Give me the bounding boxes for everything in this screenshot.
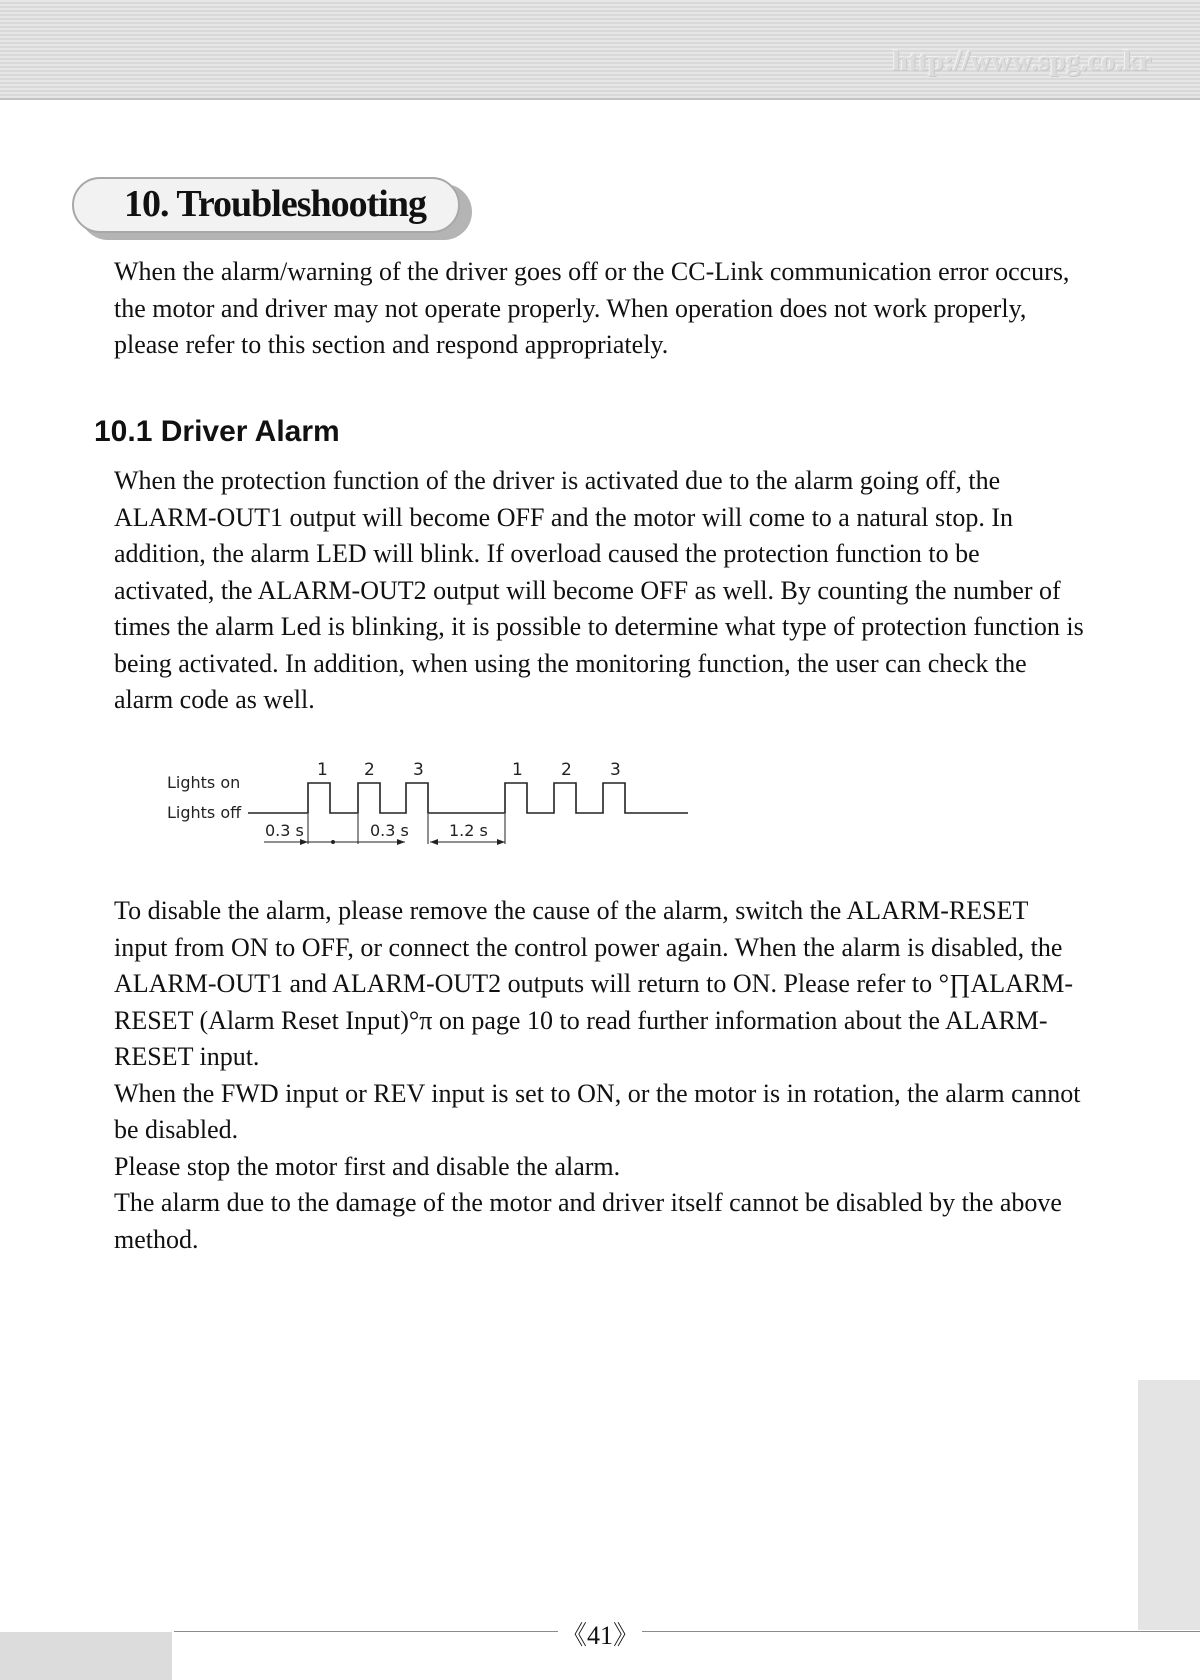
footer-rule	[174, 1631, 1200, 1632]
body2-line: RESET (Alarm Reset Input)°π on page 10 to read further information about the ALARM-	[114, 1005, 1048, 1035]
intro-line: the motor and driver may not operate properly. When operation does not work properly,	[114, 293, 1027, 323]
body1-line: ALARM-OUT1 output will become OFF and the motor will come to a natural stop. In	[114, 502, 1014, 532]
dimension-arrowhead	[497, 839, 505, 845]
led-blink-timing-diagram	[160, 752, 700, 852]
page-number: 《41》	[558, 1615, 642, 1652]
interval-gap-label: 0.3 s	[370, 821, 409, 840]
pulse-number: 2	[561, 760, 572, 780]
interval-pulse-label: 0.3 s	[265, 821, 304, 840]
body1-line: times the alarm Led is blinking, it is possible to determine what type of protection function is	[114, 612, 1084, 641]
body1-line: When the protection function of the driver is activated due to the alarm going off, the	[114, 466, 1001, 495]
body1-line: being activated. In addition, when using the monitoring function, the user can check the	[114, 648, 1027, 678]
header-band	[0, 0, 1200, 100]
side-tab	[1138, 1380, 1200, 1630]
body2-line: method.	[114, 1224, 199, 1254]
footer-block	[0, 1632, 172, 1680]
intro-line: please refer to this section and respond appropriately.	[114, 330, 669, 359]
subsection-title: 10.1 Driver Alarm	[94, 415, 340, 448]
pulse-number: 1	[512, 760, 523, 780]
intro-paragraph	[114, 254, 1144, 364]
body1-line: alarm code as well.	[114, 685, 315, 714]
body2-line: be disabled.	[114, 1115, 239, 1144]
body2-line: ALARM-OUT1 and ALARM-OUT2 outputs will return to ON. Please refer to °∏ALARM-	[114, 969, 1074, 998]
alarm-reset-paragraph	[114, 893, 1144, 1258]
body2-line: RESET input.	[114, 1042, 260, 1071]
body1-line: addition, the alarm LED will blink. If overload caused the protection function to be	[114, 539, 980, 568]
lights-off-label: Lights off	[167, 803, 242, 822]
body2-line: The alarm due to the damage of the motor and driver itself cannot be disabled by the above	[114, 1188, 1062, 1217]
header-url: http://www.spg.co.kr	[892, 46, 1152, 77]
section-title: 10. Troubleshooting	[124, 183, 426, 225]
dimension-dot	[331, 840, 335, 844]
alarm-description-paragraph	[114, 463, 1144, 719]
pulse-number: 2	[364, 760, 375, 780]
lights-on-label: Lights on	[167, 773, 241, 792]
pulse-number: 3	[610, 760, 621, 780]
pulse-number: 3	[413, 760, 424, 780]
body2-line: When the FWD input or REV input is set to ON, or the motor is in rotation, the alarm cannot	[114, 1078, 1081, 1108]
body2-line: input from ON to OFF, or connect the control power again. When the alarm is disabled, the	[114, 932, 1063, 962]
interval-pause-label: 1.2 s	[449, 821, 488, 840]
body2-line: Please stop the motor first and disable the alarm.	[114, 1151, 621, 1181]
body2-line: To disable the alarm, please remove the cause of the alarm, switch the ALARM-RESET	[114, 896, 1029, 925]
intro-line: When the alarm/warning of the driver goes off or the CC-Link communication error occurs,	[114, 257, 1070, 286]
body1-line: activated, the ALARM-OUT2 output will become OFF as well. By counting the number of	[114, 575, 1061, 605]
pulse-number: 1	[317, 760, 328, 780]
blink-waveform	[248, 783, 688, 813]
